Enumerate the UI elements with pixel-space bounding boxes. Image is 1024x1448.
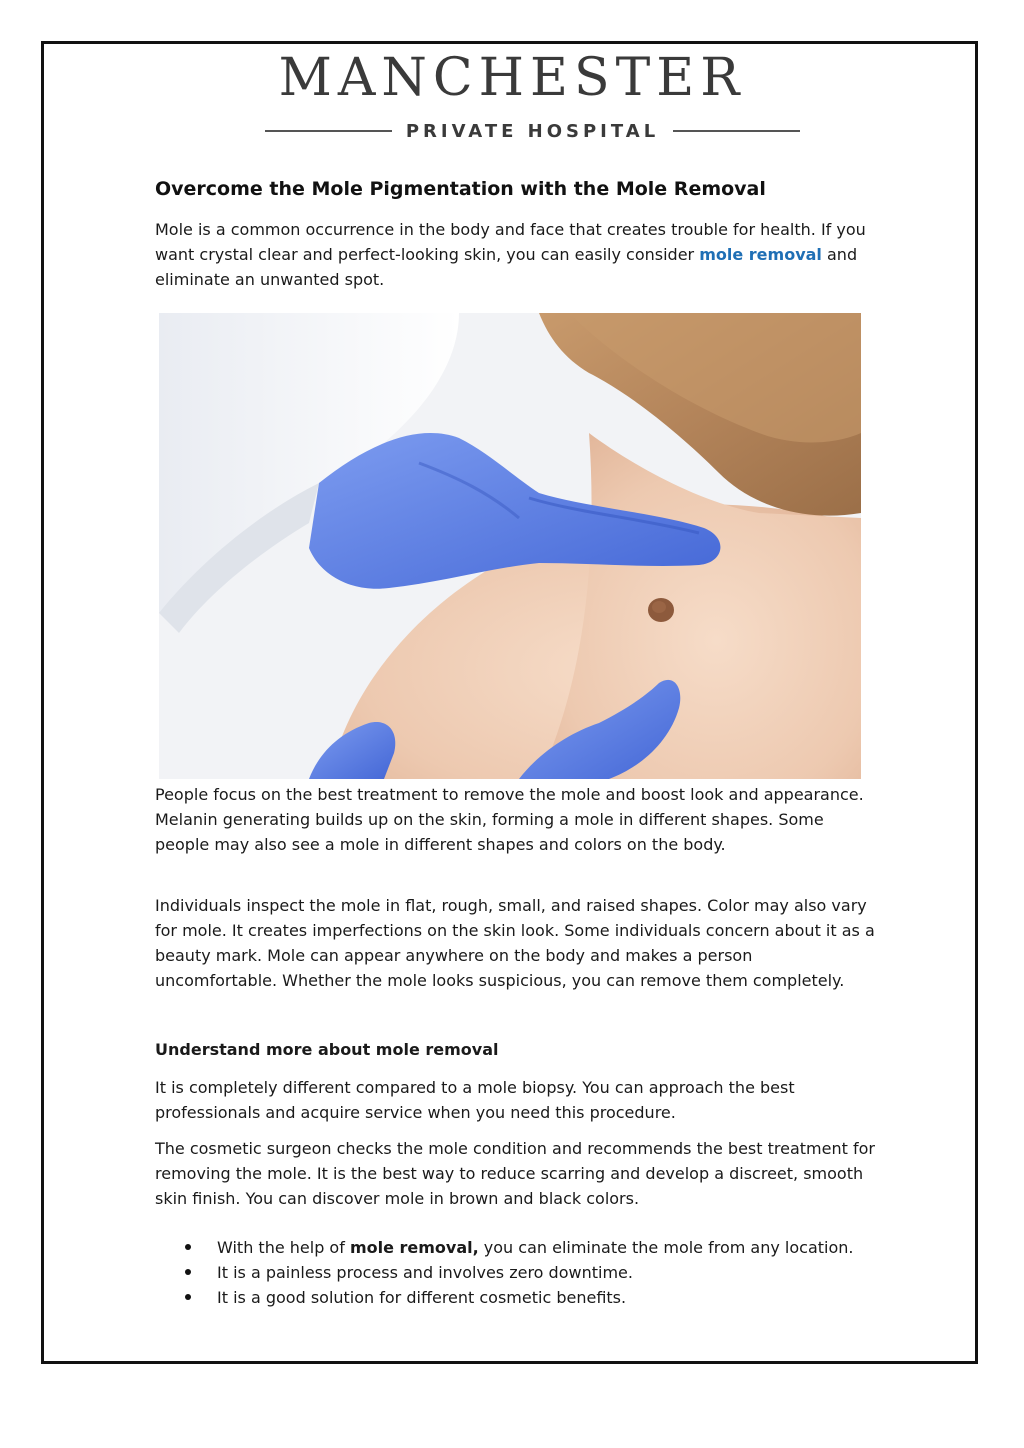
bullet-text: It is a good solution for different cosmetic benefits. — [217, 1288, 627, 1307]
mole-examination-photo — [159, 313, 861, 779]
logo-rule-left — [265, 130, 392, 132]
section-heading: Understand more about mole removal — [155, 1040, 499, 1059]
paragraph-biopsy: It is completely different compared to a mole biopsy. You can approach the best professionals and acquire service when you need this procedure. — [155, 1078, 795, 1122]
article-title: Overcome the Mole Pigmentation with the Mole Removal — [155, 178, 766, 200]
benefits-list — [155, 1235, 885, 1310]
paragraph-shapes: Individuals inspect the mole in flat, rough, small, and raised shapes. Color may also vary for mole. It creates imperfections on the skin look. Some individuals concern about it as a beauty mark. Mole can appear anywhere on the body and makes a person uncomfortable. Whether the mole looks suspicious, you can remove them completely. — [155, 896, 875, 990]
bullet-icon — [185, 1244, 191, 1250]
bullet-icon — [185, 1269, 191, 1275]
bullet-text-end: you can eliminate the mole from any location. — [478, 1238, 854, 1257]
hospital-logo-subtitle: PRIVATE HOSPITAL — [405, 120, 660, 142]
list-item — [155, 1285, 885, 1310]
bullet-text: With the help of — [217, 1238, 350, 1257]
list-item — [155, 1235, 885, 1260]
mole-removal-link[interactable]: mole removal — [699, 245, 822, 264]
paragraph-treatment: People focus on the best treatment to remove the mole and boost look and appearance. Melanin generating builds up on the skin, forming a mole in different shapes. Some people may also see a mole in different shapes and colors on the body. — [155, 785, 864, 854]
list-item — [155, 1260, 885, 1285]
paragraph-surgeon: The cosmetic surgeon checks the mole condition and recommends the best treatment for removing the mole. It is the best way to reduce scarring and develop a discreet, smooth skin finish. You can discover mole in brown and black colors. — [155, 1139, 875, 1208]
hospital-logo-subtitle-row — [265, 119, 800, 143]
bullet-icon — [185, 1294, 191, 1300]
bullet-text: It is a painless process and involves zero downtime. — [217, 1263, 633, 1282]
hospital-logo-title: MANCHESTER — [278, 48, 746, 108]
intro-text-end: and eliminate an unwanted spot. — [155, 245, 858, 289]
intro-text: Mole is a common occurrence in the body and face that creates trouble for health. If you want crystal clear and perfect-looking skin, you can easily consider — [155, 220, 866, 264]
logo-rule-right — [673, 130, 800, 132]
intro-paragraph — [155, 217, 875, 292]
bullet-bold-text: mole removal, — [349, 1238, 479, 1257]
